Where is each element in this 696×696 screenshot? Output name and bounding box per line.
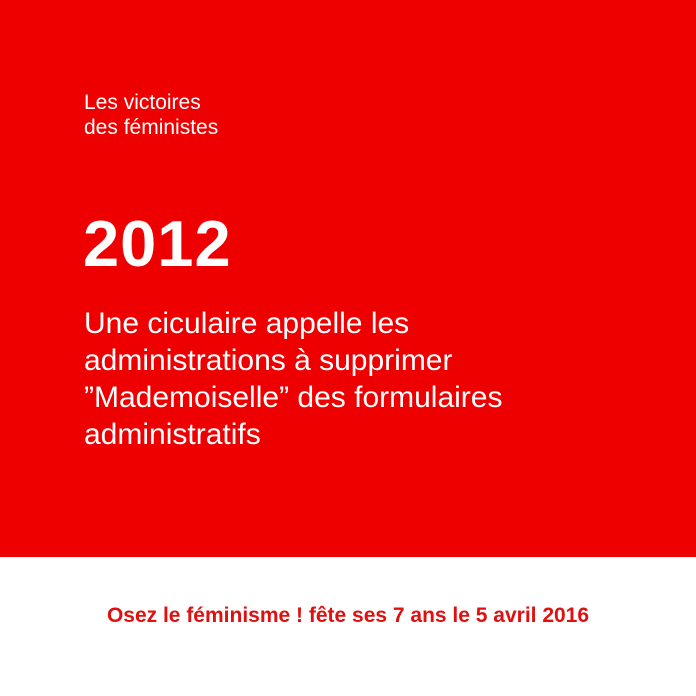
kicker-title: Les victoires des féministes [84,91,219,139]
footer-tagline: Osez le féminisme ! fête ses 7 ans le 5 avril 2016 [106,604,590,627]
victory-description: Une ciculaire appelle les administrations à supprimer ”Mademoiselle” des formulaires administratifs [84,307,503,451]
year-heading: 2012 [83,207,232,280]
